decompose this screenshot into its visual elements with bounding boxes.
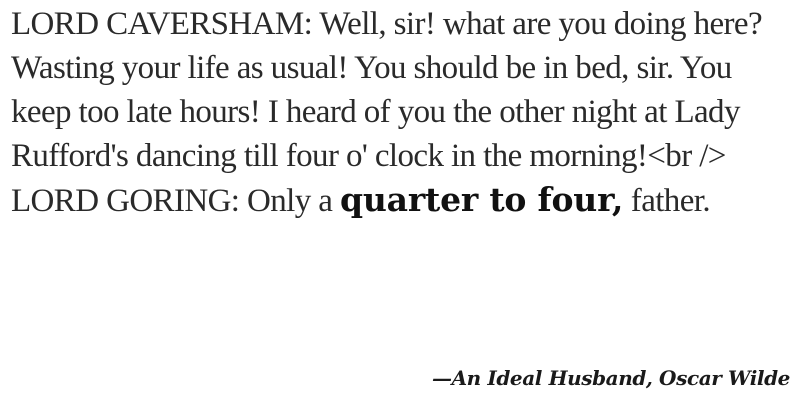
quote-tail-text: father.: [623, 183, 710, 219]
quote-body: [11, 2, 791, 223]
attribution-source: An Ideal Husband, Oscar Wilde: [451, 366, 790, 390]
attribution-dash: —: [431, 366, 452, 390]
quote-attribution: [432, 364, 790, 392]
quote-emphasis-text: quarter to four,: [339, 180, 624, 219]
quote-lead-text: LORD CAVERSHAM: Well, sir! what are you doing here? Wasting your life as usual! You should be in bed, sir. You keep too late hours! I heard of you the other night at Lady Rufford's dancing till four o' clock in the morning!<br /> LORD GORING: Only a: [11, 6, 763, 219]
